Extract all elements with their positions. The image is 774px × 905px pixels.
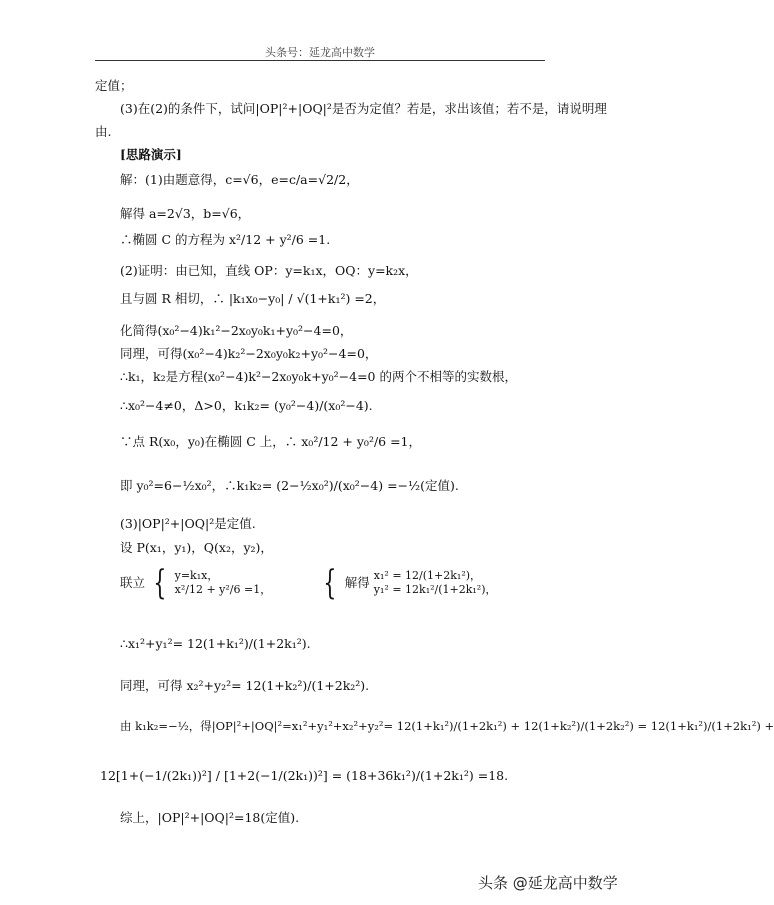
solve-label: 解得 [344, 575, 370, 590]
sum-squares-line-2: 同理，可得 x₂²+y₂²= 12(1+k₂²)/(1+2k₂²). [120, 678, 370, 693]
right-brace: { [323, 563, 337, 603]
conclusion-line: 综上，|OP|²+|OQ|²=18(定值). [120, 810, 300, 825]
solution-eq-1: x₁² = 12/(1+2k₁²)， [373, 569, 482, 582]
solution-part-1-line: 解：(1)由题意得，c=√6，e=c/a=√2/2， [120, 172, 359, 187]
point-on-ellipse-line: ∵点 R(x₀，y₀)在椭圆 C 上，∴ x₀²/12 + y₀²/6 =1， [120, 434, 422, 449]
system-eq-1: y=k₁x， [174, 569, 219, 582]
proof-part-2-line: (2)证明：由已知，直线 OP：y=k₁x，OQ：y=k₂x， [120, 263, 418, 278]
system-block [120, 563, 497, 620]
total-line: 由 k₁k₂=−½，得|OP|²+|OQ|²=x₁²+y₁²+x₂²+y₂²= 12(1+k₁²)/(1+2k₁²) + 12(1+k₂²)/(1+2k₂²) = 12(1+k₁²)/(1+2k₁²) + [120, 719, 774, 733]
simplify-line: 化简得(x₀²−4)k₁²−2x₀y₀k₁+y₀²−4=0， [120, 323, 353, 338]
section-heading: [思路演示] [120, 147, 182, 162]
part-3-line: (3)|OP|²+|OQ|²是定值. [120, 516, 256, 531]
similarly-line: 同理，可得(x₀²−4)k₂²−2x₀y₀k₂+y₀²−4=0， [120, 346, 378, 361]
text-line-1: 定值； [95, 78, 133, 93]
roots-line: ∴k₁，k₂是方程(x₀²−4)k²−2x₀y₀k+y₀²−4=0 的两个不相等的实数根， [120, 369, 517, 384]
header-rule [95, 60, 545, 61]
product-line: ∴x₀²−4≠0，Δ>0，k₁k₂= (y₀²−4)/(x₀²−4). [120, 398, 373, 413]
total-continued-line: 12[1+(−1/(2k₁))²] / [1+2(−1/(2k₁))²] = (18+36k₁²)/(1+2k₁²) =18. [100, 768, 509, 783]
system-eq-2: x²/12 + y²/6 =1， [174, 583, 272, 596]
watermark-footer: 头条 @延龙高中数学 [478, 874, 618, 892]
solution-result-line: 解得 a=2√3，b=√6， [120, 206, 251, 221]
left-brace: { [153, 563, 167, 603]
ellipse-equation-line: ∴椭圆 C 的方程为 x²/12 + y²/6 =1. [120, 232, 331, 247]
combine-label: 联立 [120, 575, 146, 590]
constant-product-line: 即 y₀²=6−½x₀²，∴k₁k₂= (2−½x₀²)/(x₀²−4) =−½(定值). [120, 478, 459, 493]
set-points-line: 设 P(x₁，y₁)，Q(x₂，y₂)， [120, 540, 273, 555]
solution-equations [374, 569, 497, 597]
solution-eq-2: y₁² = 12k₁²/(1+2k₁²)， [373, 583, 497, 596]
system-equations [175, 569, 272, 597]
page-header: 头条号：延龙高中数学 [265, 46, 375, 59]
tangent-condition-line: 且与圆 R 相切，∴ |k₁x₀−y₀| / √(1+k₁²) =2， [120, 291, 386, 306]
text-line-2a: (3)在(2)的条件下，试问|OP|²+|OQ|²是否为定值？若是，求出该值；若不是，请说明理 [120, 101, 607, 116]
text-line-2b: 由. [95, 124, 112, 139]
sum-squares-line-1: ∴x₁²+y₁²= 12(1+k₁²)/(1+2k₁²). [120, 636, 311, 651]
